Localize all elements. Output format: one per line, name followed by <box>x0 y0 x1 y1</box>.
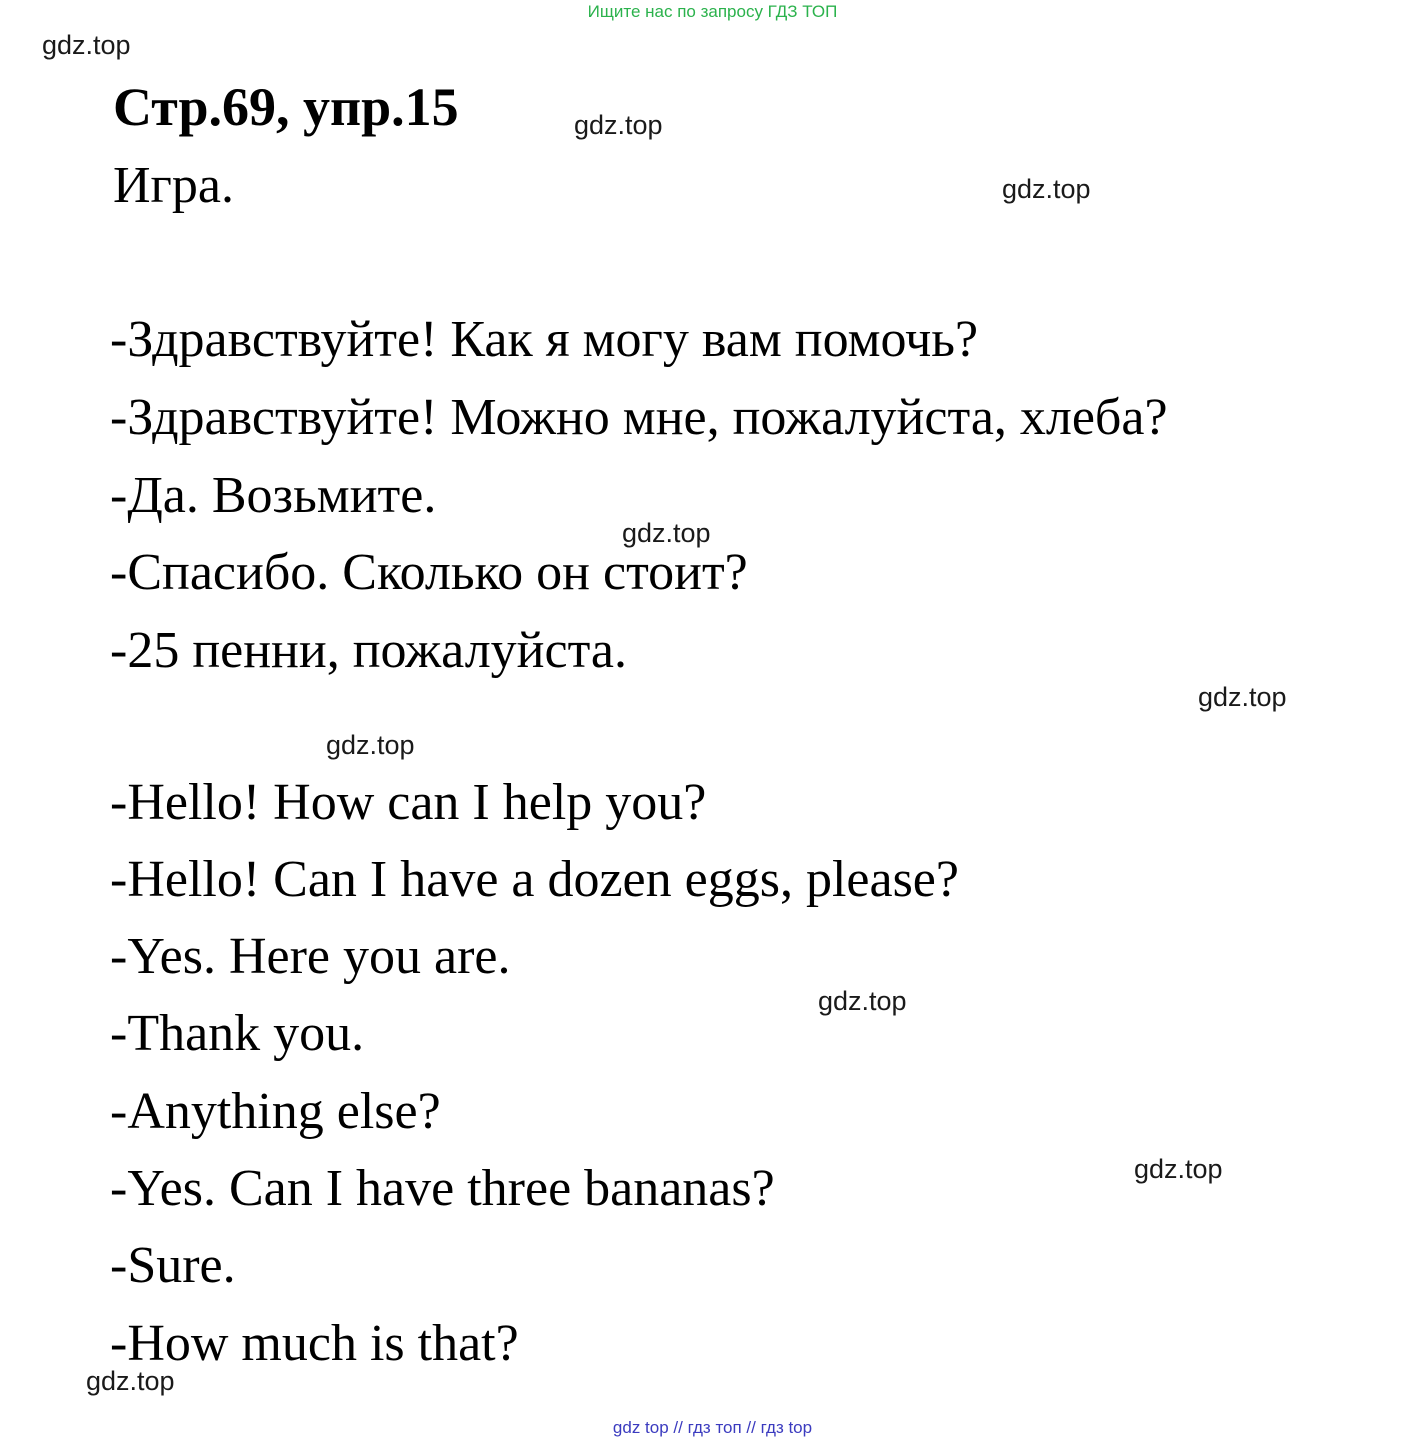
dialogue-line-ru: -Спасибо. Сколько он стоит? <box>110 544 748 601</box>
dialogue-line-en: -Sure. <box>110 1237 236 1294</box>
watermark: gdz.top <box>818 986 907 1016</box>
watermark: gdz.top <box>86 1366 175 1396</box>
watermark: gdz.top <box>1134 1154 1223 1184</box>
dialogue-line-ru: -25 пенни, пожалуйста. <box>110 622 628 679</box>
search-banner: Ищите нас по запросу ГДЗ ТОП <box>587 2 838 21</box>
dialogue-line-en: -How much is that? <box>110 1315 519 1372</box>
watermark: gdz.top <box>326 730 415 760</box>
dialogue-line-en: -Yes. Here you are. <box>110 928 511 985</box>
watermark: gdz.top <box>574 110 663 140</box>
page-title: Стр.69, упр.15 <box>113 77 459 137</box>
watermark: gdz.top <box>1198 682 1287 712</box>
footer-links: gdz top // гдз топ // гдз top <box>612 1418 813 1437</box>
dialogue-line-en: -Hello! Can I have a dozen eggs, please? <box>110 851 959 908</box>
watermark: gdz.top <box>622 518 711 548</box>
dialogue-line-ru: -Здравствуйте! Можно мне, пожалуйста, хлеба? <box>110 389 1168 446</box>
dialogue-line-ru: -Да. Возьмите. <box>110 467 437 524</box>
dialogue-line-en: -Yes. Can I have three bananas? <box>110 1160 775 1217</box>
exercise-subtitle: Игра. <box>113 157 234 214</box>
watermark: gdz.top <box>42 30 131 60</box>
dialogue-line-en: -Anything else? <box>110 1083 441 1140</box>
dialogue-line-en: -Thank you. <box>110 1005 365 1062</box>
dialogue-line-ru: -Здравствуйте! Как я могу вам помочь? <box>110 311 979 368</box>
dialogue-line-en: -Hello! How can I help you? <box>110 774 707 831</box>
watermark: gdz.top <box>1002 174 1091 204</box>
